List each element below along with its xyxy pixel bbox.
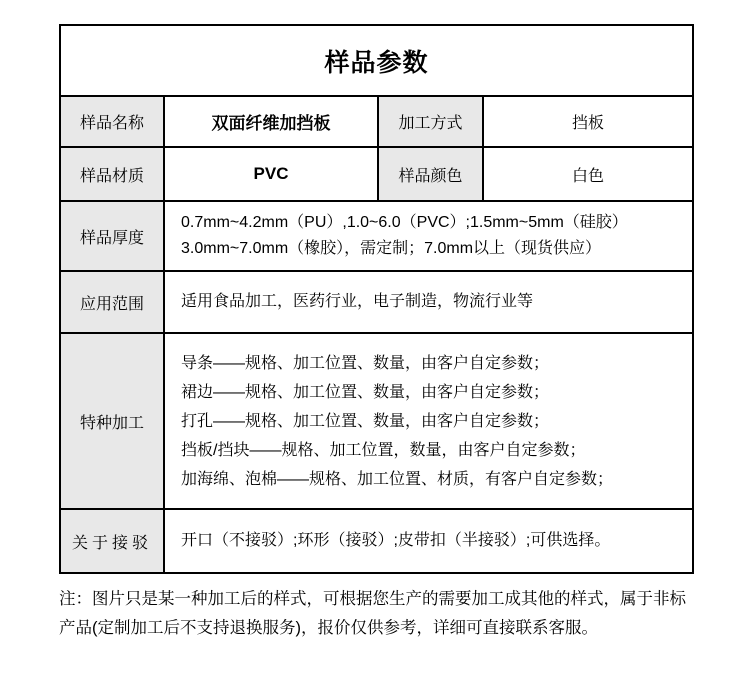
application-line: 适用食品加工，医药行业，电子制造，物流行业等	[181, 293, 534, 310]
connection-value	[164, 509, 693, 573]
processing-method-value: 挡板	[483, 96, 693, 147]
special-processing-value	[164, 333, 693, 509]
footnote: 注：图片只是某一种加工后的样式，可根据您生产的需要加工成其他的样式，属于非标产品(定制加工后不支持退换服务)，报价仅供参考，详细可直接联系客服。	[59, 590, 686, 637]
processing-method-label: 加工方式	[378, 96, 483, 147]
special-processing-label: 特种加工	[60, 333, 164, 509]
thickness-line: 3.0mm~7.0mm（橡胶），需定制；7.0mm以上（现货供应）	[181, 240, 602, 257]
application-range-value	[164, 271, 693, 333]
sample-material-label: 样品材质	[60, 147, 164, 201]
table-row	[60, 333, 693, 509]
sample-thickness-value	[164, 201, 693, 271]
table-title: 样品参数	[60, 25, 693, 96]
special-processing-line: 裙边——规格、加工位置、数量，由客户自定参数；	[181, 383, 550, 401]
sample-thickness-label: 样品厚度	[60, 201, 164, 271]
sample-name-value: 双面纤维加挡板	[164, 96, 378, 147]
special-processing-line: 导条——规格、加工位置、数量，由客户自定参数；	[181, 354, 550, 372]
sample-parameters-table	[59, 24, 694, 574]
sample-color-label: 样品颜色	[378, 147, 483, 201]
application-range-label: 应用范围	[60, 271, 164, 333]
table-row	[60, 96, 693, 147]
connection-line: 开口（不接驳）;环形（接驳）;皮带扣（半接驳）;可供选择。	[181, 532, 611, 549]
table-row	[60, 201, 693, 271]
table-row	[60, 147, 693, 201]
special-processing-line: 挡板/挡块——规格、加工位置，数量，由客户自定参数；	[181, 441, 586, 459]
connection-label: 关于接驳	[60, 509, 164, 573]
thickness-line: 0.7mm~4.2mm（PU）,1.0~6.0（PVC）;1.5mm~5mm（硅胶）	[181, 214, 628, 231]
sample-color-value: 白色	[483, 147, 693, 201]
sample-name-label: 样品名称	[60, 96, 164, 147]
sample-material-value: PVC	[164, 147, 378, 201]
table-row	[60, 271, 693, 333]
special-processing-line: 加海绵、泡棉——规格、加工位置、材质，有客户自定参数；	[181, 470, 614, 488]
special-processing-line: 打孔——规格、加工位置、数量，由客户自定参数；	[181, 412, 550, 430]
table-row	[60, 509, 693, 573]
table-title-row	[60, 25, 693, 96]
